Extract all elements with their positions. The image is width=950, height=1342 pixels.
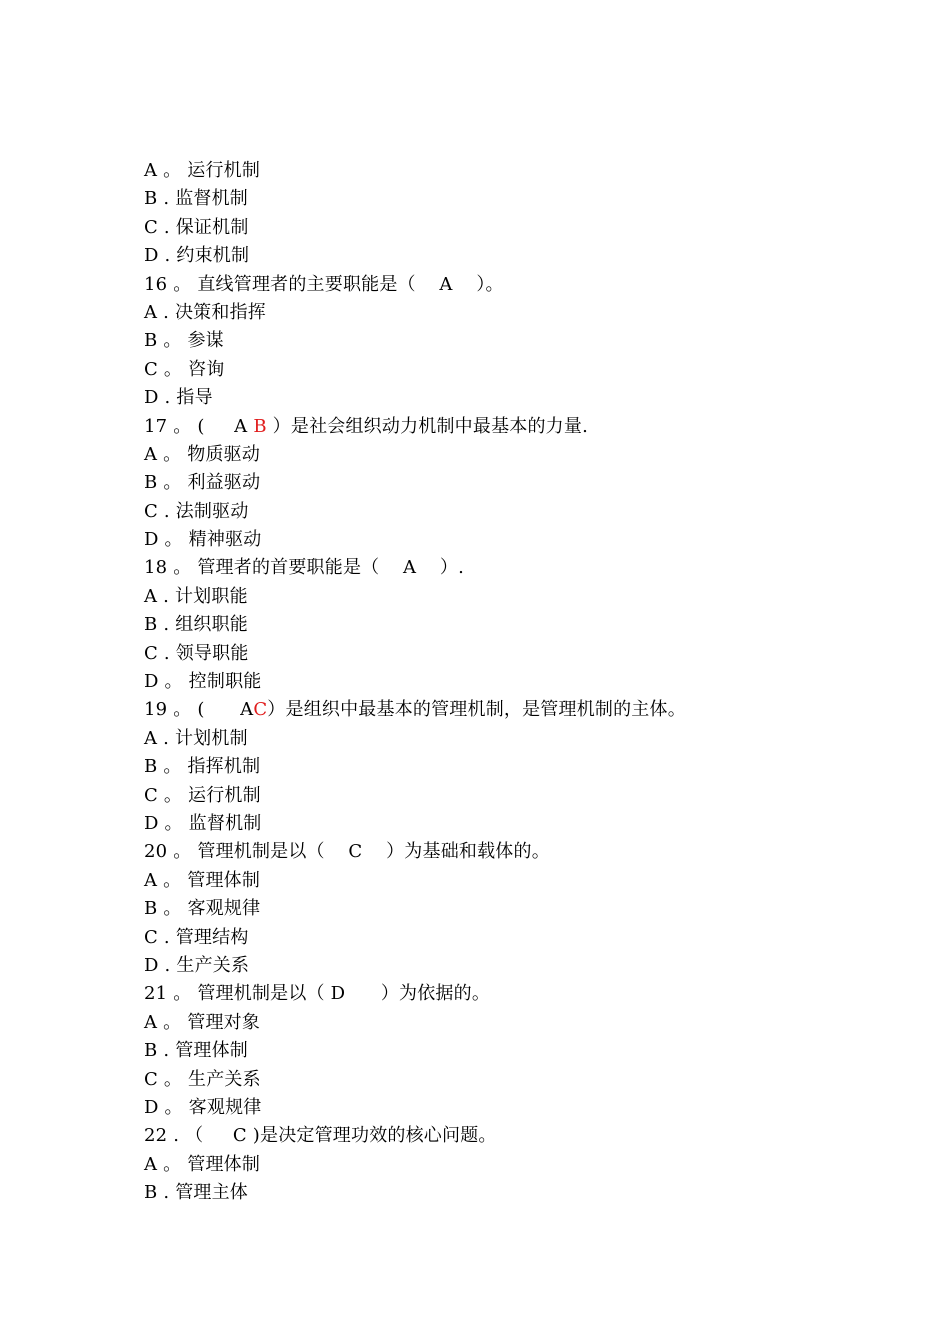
option-line: C . 法制驱动: [144, 500, 249, 522]
question-line: 16 。 直线管理者的主要职能是（ A ）。: [144, 273, 504, 295]
question-line: 22 . （ C )是决定管理功效的核心问题。: [144, 1125, 497, 1147]
option-line: A 。 物质驱动: [144, 443, 261, 465]
option-line: C . 领导职能: [144, 642, 249, 664]
question-line: 20 。 管理机制是以（ C ）为基础和载体的。: [144, 841, 550, 863]
option-line: B 。 客观规律: [144, 898, 261, 920]
option-line: C . 管理结构: [144, 926, 249, 948]
question-list: [144, 157, 844, 1207]
option-line: B . 监督机制: [144, 188, 248, 210]
option-line: C 。 运行机制: [144, 784, 261, 806]
question-line: 21 。 管理机制是以（ D ）为依据的。: [144, 983, 491, 1005]
highlighted-answer: C: [253, 699, 268, 721]
highlighted-answer: B: [253, 415, 267, 437]
option-line: D 。 控制职能: [144, 671, 262, 693]
question-text-before: 19 。 ( A: [144, 699, 254, 721]
option-line: A 。 管理体制: [144, 869, 261, 891]
question-line: [144, 413, 844, 441]
option-line: A 。 运行机制: [144, 160, 261, 181]
option-line: D 。 监督机制: [144, 812, 262, 834]
option-line: B 。 参谋: [144, 330, 224, 352]
option-line: B 。 利益驱动: [144, 472, 261, 494]
option-line: A . 计划机制: [144, 727, 248, 749]
option-line: D . 指导: [144, 387, 213, 409]
option-line: D 。 客观规律: [144, 1096, 262, 1118]
question-line: 18 。 管理者的首要职能是（ A ）.: [144, 557, 465, 579]
option-line: B . 组织职能: [144, 614, 248, 636]
option-line: D . 约束机制: [144, 245, 250, 267]
option-line: B . 管理主体: [144, 1182, 248, 1204]
option-line: B 。 指挥机制: [144, 756, 261, 778]
question-text-before: 17 。 ( A: [144, 415, 254, 437]
option-line: B . 管理体制: [144, 1040, 248, 1062]
option-line: D 。 精神驱动: [144, 529, 262, 551]
option-line: A 。 管理体制: [144, 1153, 261, 1175]
option-line: A 。 管理对象: [144, 1011, 261, 1033]
option-line: C 。 生产关系: [144, 1068, 261, 1090]
option-line: A . 计划职能: [144, 585, 248, 607]
option-line: C . 保证机制: [144, 216, 249, 238]
question-line: [144, 696, 844, 724]
question-text-after: ）是社会组织动力机制中最基本的力量.: [266, 415, 588, 437]
option-line: D . 生产关系: [144, 954, 250, 976]
question-text-after: ）是组织中最基本的管理机制，是管理机制的主体。: [267, 699, 686, 721]
option-line: C 。 咨询: [144, 358, 225, 380]
option-line: A . 决策和指挥: [144, 301, 266, 323]
